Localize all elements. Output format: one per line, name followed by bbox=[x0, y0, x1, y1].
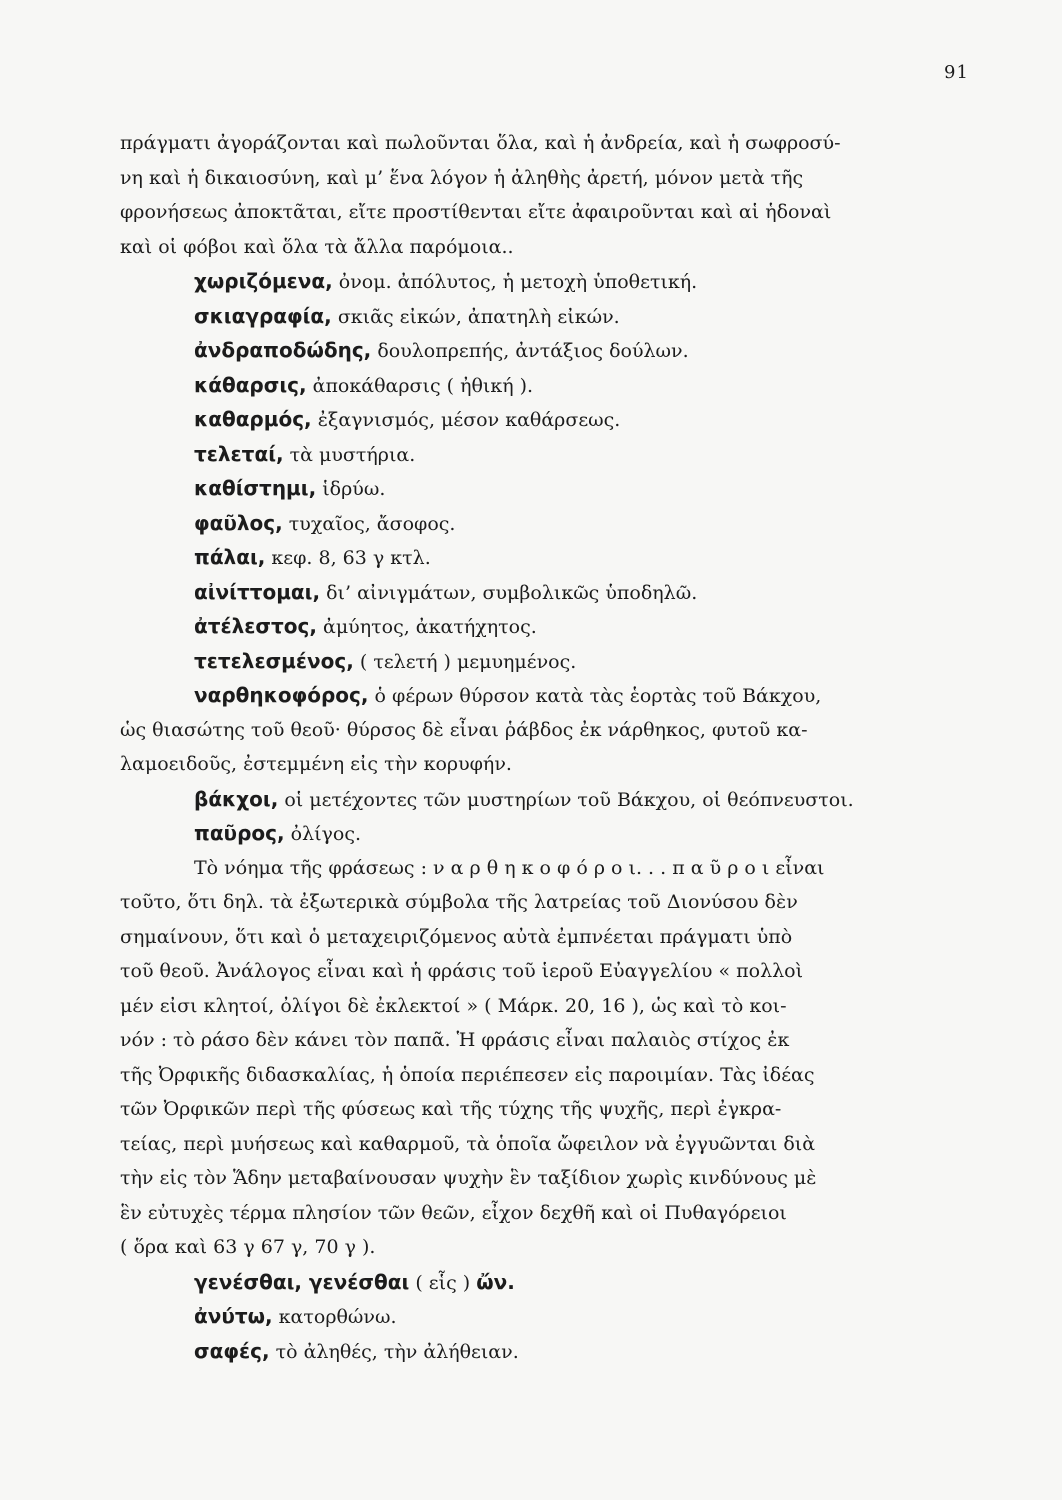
glossary-term: φαῦλος, bbox=[194, 510, 283, 535]
glossary-term: ἀτέλεστος, bbox=[194, 614, 317, 638]
glossary-term: τελεταί, bbox=[194, 441, 284, 466]
commentary-line: Τὸ νόημα τῆς φράσεως : ν α ρ θ η κ ο φ ό ρ ο ι. . . π α ῦ ρ ο ι εἶναι bbox=[194, 856, 825, 879]
glossary-entry bbox=[120, 264, 960, 299]
commentary-line: νόν : τὸ ράσο δὲν κάνει τὸν παπᾶ. Ἡ φράσις εἶναι παλαιὸς στίχος ἐκ bbox=[120, 1029, 790, 1051]
glossary-definition: οἱ μετέχοντες τῶν μυστηρίων τοῦ Βάκχου, οἱ θεόπνευστοι. bbox=[278, 788, 854, 811]
glossary-term: κάθαρσις, bbox=[194, 372, 307, 397]
glossary-definition: σκιᾶς εἰκών, ἀπατηλὴ εἰκών. bbox=[331, 305, 620, 328]
glossary-term: καθίστημι, bbox=[194, 476, 317, 500]
glossary-entry bbox=[120, 402, 960, 437]
glossary-entry bbox=[120, 506, 960, 541]
glossary-continuation: λαμοειδοῦς, ἐστεμμένη εἰς τὴν κορυφήν. bbox=[120, 753, 512, 775]
commentary-line: σημαίνουν, ὅτι καὶ ὁ μεταχειριζόμενος αὐτὰ ἐμπνέεται πράγματι ὑπὸ bbox=[120, 925, 793, 948]
paragraph-line: πράγματι ἀγοράζονται καὶ πωλοῦνται ὅλα, καὶ ἡ ἀνδρεία, καὶ ἡ σωφροσύ- bbox=[120, 132, 841, 154]
glossary-term: παῦρος, bbox=[194, 821, 285, 845]
glossary-definition: τυχαῖος, ἄσοφος. bbox=[282, 512, 456, 535]
glossary-term: γενέσθαι, γενέσθαι bbox=[194, 1269, 410, 1294]
glossary-term: ναρθηκοφόρος, bbox=[194, 683, 369, 707]
glossary-definition: ἐξαγνισμός, μέσον καθάρσεως. bbox=[311, 409, 621, 431]
glossary-term: χωριζόμενα, bbox=[194, 269, 333, 293]
glossary-entry bbox=[120, 333, 960, 368]
glossary-entry bbox=[120, 368, 960, 403]
glossary-entry bbox=[120, 1334, 960, 1369]
glossary-entry bbox=[120, 1299, 960, 1334]
glossary-definition: ὀνομ. ἀπόλυτος, ἡ μετοχὴ ὑποθετική. bbox=[332, 271, 698, 293]
commentary-line: τοῦ θεοῦ. Ἀνάλογος εἶναι καὶ ἡ φράσις τοῦ ἱεροῦ Εὐαγγελίου « πολλοὶ bbox=[120, 960, 804, 982]
commentary-line: τὴν εἰς τὸν Ἅδην μεταβαίνουσαν ψυχὴν ἓν ταξίδιον χωρὶς κινδύνους μὲ bbox=[120, 1167, 817, 1189]
glossary-term: πάλαι, bbox=[194, 545, 266, 569]
glossary-definition: κεφ. 8, 63 γ κτλ. bbox=[265, 547, 431, 569]
glossary-entry bbox=[120, 678, 960, 713]
glossary-definition: ὀλίγος. bbox=[284, 823, 362, 845]
glossary-definition: ( εἷς ) bbox=[409, 1271, 477, 1294]
glossary-entry bbox=[120, 782, 960, 817]
glossary-term: βάκχοι, bbox=[194, 786, 279, 811]
commentary-line: τοῦτο, ὅτι δηλ. τὰ ἐξωτερικὰ σύμβολα τῆς λατρείας τοῦ Διονύσου δὲν bbox=[120, 891, 798, 913]
glossary-entry bbox=[120, 1265, 960, 1300]
glossary-definition: δουλοπρεπής, ἀντάξιος δούλων. bbox=[371, 340, 689, 362]
commentary-line: τῆς Ὀρφικῆς διδασκαλίας, ἡ ὁποία περιέπεσεν εἰς παροιμίαν. Τὰς ἰδέας bbox=[120, 1063, 815, 1086]
glossary-term: καθαρμός, bbox=[194, 407, 312, 431]
glossary-entry bbox=[120, 609, 960, 644]
glossary-term: ἀνύτω, bbox=[194, 1304, 273, 1328]
glossary-term-tail: ὤν. bbox=[476, 1269, 515, 1294]
paragraph-line: φρονήσεως ἀποκτᾶται, εἴτε προστίθενται εἴτε ἀφαιροῦνται καὶ αἱ ἡδοναὶ bbox=[120, 201, 832, 223]
glossary-definition: ἀποκάθαρσις ( ἠθική ). bbox=[306, 374, 534, 397]
glossary-entry bbox=[120, 644, 960, 679]
glossary-term: σκιαγραφία, bbox=[194, 303, 332, 328]
glossary-definition: ὁ φέρων θύρσον κατὰ τὰς ἑορτὰς τοῦ Βάκχου, bbox=[368, 685, 822, 707]
commentary-line: ἓν εὐτυχὲς τέρμα πλησίον τῶν θεῶν, εἶχον δεχθῆ καὶ οἱ Πυθαγόρειοι bbox=[120, 1201, 787, 1224]
page-number: 91 bbox=[944, 62, 969, 83]
glossary-term: τετελεσμένος, bbox=[194, 648, 354, 673]
glossary-entry bbox=[120, 437, 960, 472]
glossary-entry bbox=[120, 471, 960, 506]
commentary-line: τῶν Ὀρφικῶν περὶ τῆς φύσεως καὶ τῆς τύχης τῆς ψυχῆς, περὶ ἐγκρα- bbox=[120, 1098, 782, 1120]
text-block bbox=[120, 126, 960, 1368]
glossary-term: σαφές, bbox=[194, 1338, 270, 1363]
glossary-definition: δι’ αἰνιγμάτων, συμβολικῶς ὑποδηλῶ. bbox=[320, 581, 698, 604]
glossary-definition: ἱδρύω. bbox=[316, 478, 386, 500]
glossary-definition: τὸ ἀληθές, τὴν ἀλήθειαν. bbox=[269, 1340, 519, 1363]
glossary-entry bbox=[120, 299, 960, 334]
glossary-definition: τὰ μυστήρια. bbox=[283, 443, 416, 466]
glossary-entry bbox=[120, 816, 960, 851]
glossary-definition: ἀμύητος, ἀκατήχητος. bbox=[316, 616, 537, 638]
glossary-definition: ( τελετή ) μεμυημένος. bbox=[353, 650, 577, 673]
glossary-entry bbox=[120, 575, 960, 610]
paragraph-line: καὶ οἱ φόβοι καὶ ὅλα τὰ ἄλλα παρόμοια.. bbox=[120, 235, 514, 258]
glossary-term: ἀνδραποδώδης, bbox=[194, 338, 372, 362]
paragraph-line: νη καὶ ἡ δικαιοσύνη, καὶ μ’ ἕνα λόγον ἡ ἀληθὴς ἀρετή, μόνον μετὰ τῆς bbox=[120, 166, 804, 189]
glossary-entry bbox=[120, 540, 960, 575]
glossary-term: αἰνίττομαι, bbox=[194, 579, 321, 604]
glossary-continuation: ὡς θιασώτης τοῦ θεοῦ· θύρσος δὲ εἶναι ῥάβδος ἐκ νάρθηκος, φυτοῦ κα- bbox=[120, 718, 808, 741]
commentary-line: μέν εἰσι κλητοί, ὀλίγοι δὲ ἐκλεκτοί » ( Μάρκ. 20, 16 ), ὡς καὶ τὸ κοι- bbox=[120, 994, 787, 1017]
commentary-line: τείας, περὶ μυήσεως καὶ καθαρμοῦ, τὰ ὁποῖα ὤφειλον νὰ ἐγγυῶνται διὰ bbox=[120, 1132, 816, 1155]
commentary-line: ( ὅρα καὶ 63 γ 67 γ, 70 γ ). bbox=[120, 1236, 376, 1258]
glossary-definition: κατορθώνω. bbox=[272, 1306, 397, 1328]
